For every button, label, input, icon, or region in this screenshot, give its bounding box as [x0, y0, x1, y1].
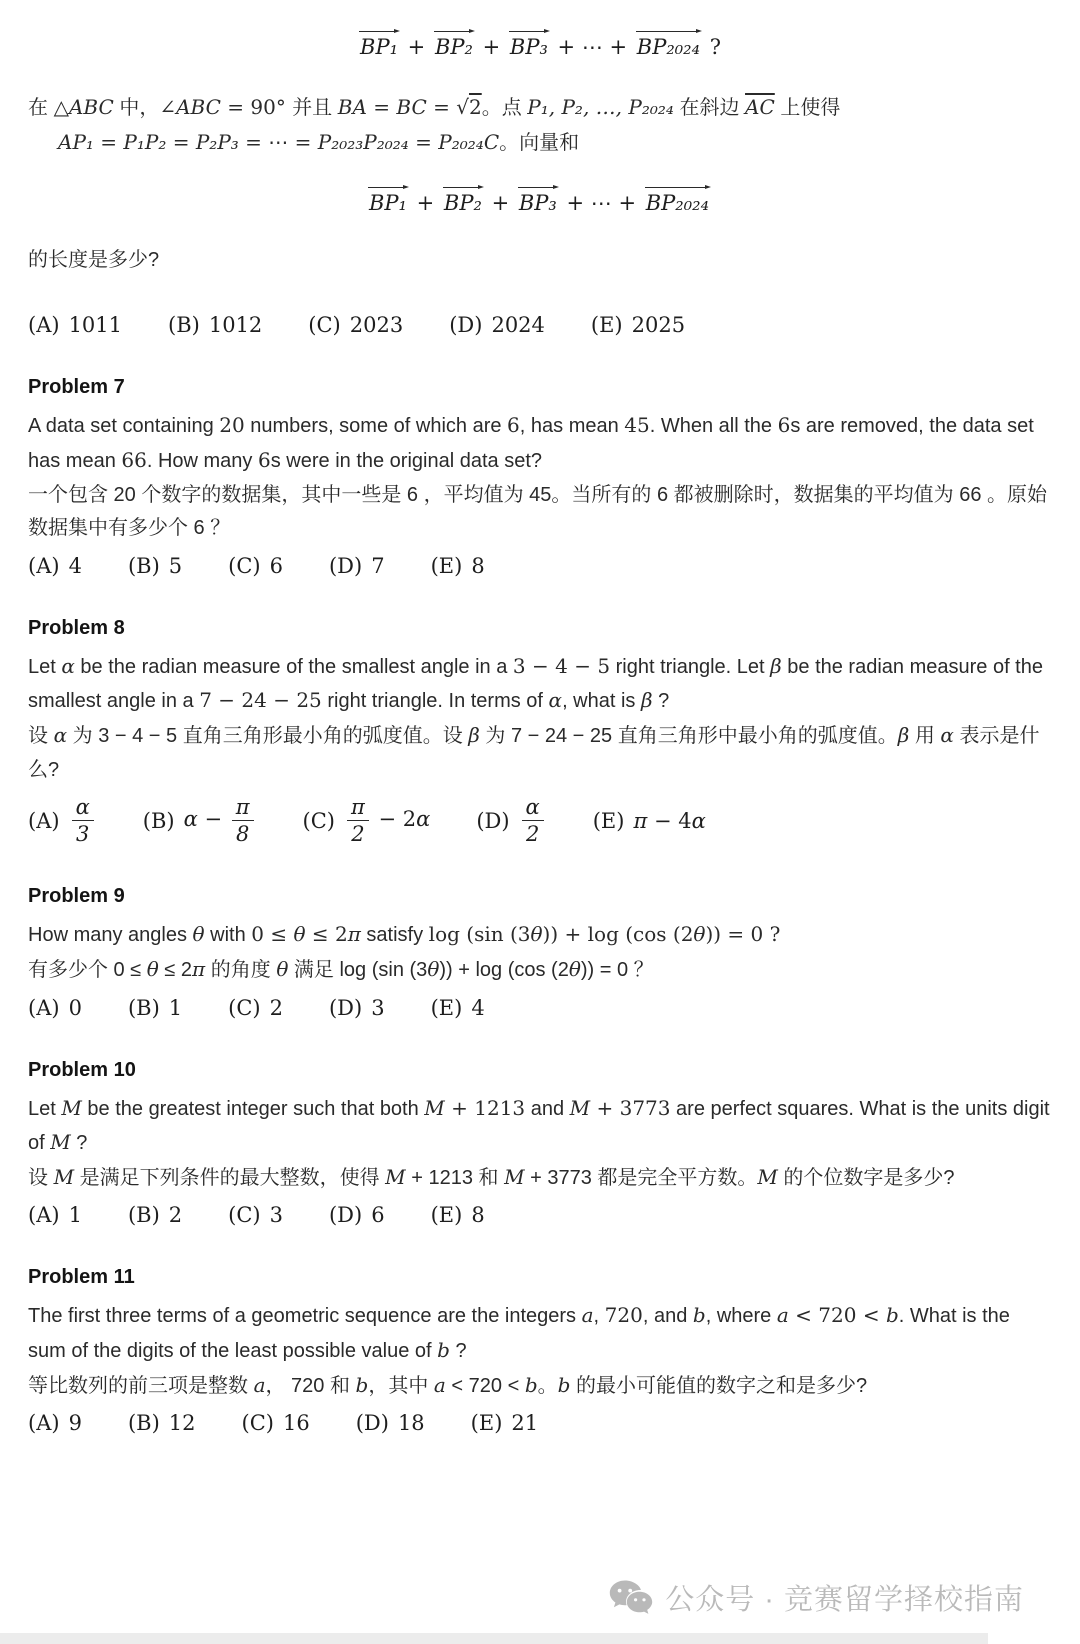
intro-question: 的长度是多少? — [28, 248, 160, 271]
fraction: $\frac{\alpha}{2}$ — [522, 795, 544, 846]
math-seg: b — [692, 1303, 706, 1328]
options-row — [28, 1411, 1050, 1435]
option-label: (A) — [28, 1203, 60, 1228]
option — [591, 313, 685, 337]
option-value — [69, 1203, 82, 1227]
math-seg: 3 — [371, 995, 385, 1020]
intro-paragraphs — [28, 91, 1050, 160]
option-value — [270, 554, 283, 578]
math-seg: P₂P₃ — [195, 129, 239, 154]
math-seg: 0 ≤ — [251, 922, 294, 947]
math-seg: b — [355, 1372, 369, 1397]
option — [303, 795, 431, 846]
option-value — [471, 1203, 484, 1227]
problem-paragraph: 等比数列的前三项是整数 a， 720 和 b，其中 a < 720 < b。b 的最小可能值的数字之和是多少? — [28, 1372, 868, 1397]
math-seg: α — [691, 808, 706, 833]
option-value — [633, 809, 705, 833]
math-seg: + — [475, 35, 507, 59]
problem-paragraphs — [28, 409, 1050, 545]
math-seg: − 2 — [371, 807, 417, 832]
math-seg: )) = 0 ? — [705, 922, 781, 947]
math-seg: θ — [568, 957, 581, 981]
option-value — [471, 996, 484, 1020]
problem-paragraph: 设 M 是满足下列条件的最大整数，使得 M + 1213 和 M + 3773 都是完全平方数。M 的个位数字是多少? — [28, 1164, 955, 1189]
math-seg: α — [53, 722, 68, 747]
math-seg: θ — [530, 922, 543, 947]
option-label: (A) — [28, 553, 60, 578]
math-seg: ≤ 2 — [305, 922, 348, 947]
problem-title: Problem 9 — [28, 885, 125, 908]
option — [128, 554, 182, 578]
option — [28, 996, 82, 1020]
option-value — [169, 554, 182, 578]
math-seg: β — [640, 688, 653, 713]
math-seg: 1 — [68, 1203, 82, 1228]
option-value — [632, 313, 685, 337]
option — [28, 1203, 82, 1227]
math-seg: 1011 — [68, 313, 123, 338]
math-seg: π — [633, 808, 648, 833]
option-label: (E) — [430, 553, 463, 578]
fraction: $\frac{\pi}{8}$ — [232, 795, 254, 846]
option — [431, 1203, 485, 1227]
fraction: $\frac{\pi}{2}$ — [347, 795, 369, 846]
math-seg: θ — [276, 957, 289, 981]
option-value — [371, 554, 384, 578]
option-value — [270, 1203, 283, 1227]
math-seg: 2 — [269, 995, 283, 1020]
math-seg: BA — [337, 95, 367, 120]
problem-paragraph: How many angles θ with 0 ≤ θ ≤ 2π satisfy log (sin (3θ)) + log (cos (2θ)) = 0 ? — [28, 922, 781, 947]
math-seg: M — [757, 1164, 778, 1189]
option-value — [371, 996, 384, 1020]
intro-paragraph: AP₁ = P₁P₂ = P₂P₃ = ⋯ = P₂₀₂₃P₂₀₂₄ = P₂₀₂₄C。向量和 — [58, 129, 580, 154]
math-seg: 8 — [471, 1203, 485, 1228]
option — [128, 1203, 182, 1227]
radical-sign: √ — [456, 95, 469, 120]
math-seg: 6 — [269, 553, 283, 578]
math-seg: ? — [703, 35, 721, 59]
math-seg: < 720 < — [788, 1303, 886, 1328]
problem-paragraphs — [28, 1092, 1050, 1196]
math-seg: θ — [693, 922, 706, 947]
problem-paragraph: A data set containing 20 numbers, some of which are 6, has mean 45. When all the 6s are removed, the data set has mean 66. How many 6s were in the original data set? — [28, 413, 1034, 472]
problem-paragraphs — [28, 1299, 1050, 1403]
intro-paragraph: 在 △ABC 中，∠ABC = 90° 并且 BA = BC = √2。点 P₁, P₂, …, P₂₀₂₄ 在斜边 $\overline{AC}$ 上使得 — [28, 95, 841, 120]
wechat-icon — [607, 1579, 653, 1617]
math-seg: b — [885, 1303, 899, 1328]
math-seg: 6 — [777, 413, 791, 438]
option-label: (A) — [28, 808, 60, 833]
math-seg: M — [50, 1130, 71, 1155]
option-value — [283, 1411, 310, 1435]
vector-term: BP₁ — [367, 186, 409, 217]
option — [449, 313, 545, 337]
math-seg: = — [408, 129, 439, 154]
option — [228, 996, 283, 1020]
option-label: (A) — [28, 313, 60, 338]
option — [228, 1203, 283, 1227]
option — [28, 1411, 82, 1435]
math-seg: + 1213 — [444, 1095, 526, 1120]
option-value — [169, 1203, 182, 1227]
math-seg: )) + log (cos (2 — [542, 922, 694, 947]
intro-options-row — [28, 313, 1050, 337]
math-seg: 21 — [511, 1411, 539, 1436]
math-seg: M — [424, 1095, 445, 1120]
problem-paragraph: 有多少个 0 ≤ θ ≤ 2π 的角度 θ 满足 log (sin (3θ)) + log (cos (2θ)) = 0 ？ — [28, 957, 654, 981]
math-seg: α — [548, 688, 563, 713]
option-label: (E) — [430, 995, 463, 1020]
option-label: (C) — [228, 1203, 261, 1228]
option-label: (E) — [430, 1203, 463, 1228]
option — [471, 1411, 538, 1435]
math-seg: = — [366, 95, 397, 120]
math-seg: 6 — [507, 413, 520, 438]
vector-term: BP₂ — [442, 186, 484, 217]
math-seg: P₂₀₂₃P₂₀₂₄ — [317, 129, 409, 154]
option-label: (A) — [28, 995, 60, 1020]
option — [128, 996, 182, 1020]
options-row — [28, 795, 1050, 846]
math-seg: β — [468, 722, 480, 747]
math-seg: 7 − 24 − 25 — [199, 688, 322, 713]
math-seg: = — [166, 129, 196, 154]
option-label: (C) — [302, 808, 335, 833]
option — [329, 996, 385, 1020]
option-value — [398, 1411, 425, 1435]
vector-term: BP₂₀₂₄ — [635, 30, 702, 61]
option-value — [350, 313, 403, 337]
option-value — [491, 313, 544, 337]
option — [329, 1203, 385, 1227]
math-seg: a — [776, 1303, 789, 1328]
math-seg: θ — [146, 957, 159, 981]
overline-term: $\overline{AC}$ — [745, 95, 775, 120]
math-seg: + ⋯ + — [550, 35, 634, 59]
option-label: (C) — [228, 553, 261, 578]
radicand: 2 — [468, 95, 482, 120]
option-value — [519, 795, 547, 846]
option-label: (B) — [142, 808, 175, 833]
option-value — [69, 1411, 82, 1435]
problem-title: Problem 11 — [28, 1266, 135, 1289]
option — [356, 1411, 425, 1435]
problem-section — [28, 1058, 1050, 1228]
problem-paragraph: Let M be the greatest integer such that both M + 1213 and M + 3773 are perfect squares. What is the units digit of M ? — [28, 1095, 1050, 1155]
math-seg: θ — [293, 922, 306, 947]
option-value — [270, 996, 283, 1020]
problems — [28, 375, 1050, 1435]
math-seg: P₁P₂ — [123, 129, 167, 154]
math-seg: 2025 — [631, 313, 686, 338]
vector-term: BP₃ — [508, 30, 550, 61]
math-seg: 5 — [168, 553, 183, 578]
math-seg: 6 — [258, 447, 271, 472]
math-seg: 2024 — [491, 313, 545, 338]
option-label: (B) — [127, 1203, 160, 1228]
problem-title: Problem 7 — [28, 376, 125, 399]
option — [28, 313, 122, 337]
option-label: (B) — [127, 553, 160, 578]
option-label: (B) — [127, 1411, 160, 1436]
problem-paragraphs — [28, 650, 1050, 787]
option-label: (D) — [328, 995, 363, 1020]
math-seg: 45 — [624, 413, 650, 438]
option-value — [169, 1411, 196, 1435]
option — [593, 809, 706, 833]
math-seg: AP₁ — [58, 129, 94, 154]
math-seg: △ABC — [53, 95, 114, 120]
math-seg: + — [409, 191, 441, 216]
fraction: $\frac{\alpha}{3}$ — [72, 795, 94, 846]
math-seg: 2023 — [349, 313, 404, 338]
problem-title: Problem 8 — [28, 616, 125, 639]
problem-paragraph: The first three terms of a geometric sequence are the integers a, 720, and b, where a < 720 < b. What is the sum of the digits of the least possible value of b ? — [28, 1303, 1010, 1362]
vector-term: BP₁ — [358, 30, 400, 61]
option-label: (E) — [590, 313, 623, 338]
problem-section — [28, 375, 1050, 577]
option-label: (C) — [241, 1411, 274, 1436]
option — [128, 1411, 196, 1435]
footer — [607, 1577, 1024, 1618]
problem-section — [28, 616, 1050, 847]
math-seg: α — [183, 807, 198, 832]
option-label: (D) — [476, 808, 510, 833]
option-value — [344, 795, 430, 846]
option-label: (A) — [28, 1411, 60, 1436]
math-seg: M — [569, 1095, 591, 1120]
math-seg: = 90° — [220, 95, 293, 120]
option — [228, 554, 283, 578]
vector-term: BP₂ — [433, 30, 475, 61]
math-seg: π — [192, 957, 206, 981]
problem-paragraphs — [28, 918, 1050, 987]
math-seg: = — [426, 95, 457, 120]
option-label: (D) — [449, 313, 483, 338]
option-value — [69, 554, 82, 578]
math-seg: ∠ABC — [159, 95, 221, 120]
math-seg: α — [61, 653, 75, 678]
math-seg: 18 — [397, 1411, 425, 1436]
options-row — [28, 996, 1050, 1020]
option-label: (B) — [168, 313, 200, 338]
bottom-bar — [0, 1633, 988, 1644]
math-seg: + — [484, 191, 516, 216]
math-seg: 8 — [471, 553, 485, 578]
option — [242, 1411, 310, 1435]
option-value — [69, 996, 82, 1020]
option-label: (B) — [127, 995, 160, 1020]
option — [28, 554, 82, 578]
option — [308, 313, 403, 337]
problem-paragraph: Let α be the radian measure of the smallest angle in a 3 − 4 − 5 right triangle. Let β be the radian measure of the smallest angle in a 7 − 24 − 25 right triangle. In terms of α, what is β ? — [28, 653, 1043, 713]
math-seg: θ — [427, 957, 440, 981]
math-seg: 0 — [68, 995, 82, 1020]
problem-paragraph: 一个包含 20 个数字的数据集，其中一些是 6 ，平均值为 45。当所有的 6 都被删除时，数据集的平均值为 66 。原始数据集中有多少个 6 ？ — [28, 483, 1047, 540]
math-seg: P₁, P₂, …, P₂₀₂₄ — [527, 95, 674, 120]
math-seg: P₂₀₂₄C — [438, 129, 500, 154]
math-seg: 6 — [371, 1203, 385, 1228]
math-seg: 3 — [269, 1203, 283, 1228]
option — [28, 795, 97, 846]
intro-formula-top — [28, 30, 1050, 61]
option — [329, 554, 385, 578]
option-label: (D) — [355, 1411, 389, 1436]
option-label: (C) — [308, 313, 341, 338]
math-seg: a — [581, 1303, 594, 1328]
math-seg: M — [53, 1164, 75, 1189]
option-label: (D) — [328, 553, 363, 578]
problem-section — [28, 884, 1050, 1019]
option — [143, 795, 257, 846]
option-label: (D) — [328, 1203, 363, 1228]
math-seg: 1012 — [208, 313, 263, 338]
math-seg: + — [401, 35, 432, 59]
math-seg: M — [61, 1095, 82, 1120]
footer-label: 公众号 · 竞赛留学择校指南 — [665, 1584, 1024, 1616]
math-seg: 4 — [68, 553, 82, 578]
option-value — [69, 313, 122, 337]
math-seg: b — [524, 1372, 538, 1397]
math-seg: a — [253, 1372, 266, 1397]
math-seg: 3 − 4 − 5 — [512, 653, 611, 678]
math-seg: 1 — [168, 995, 183, 1020]
math-seg: − 4 — [647, 808, 692, 833]
options-row — [28, 554, 1050, 578]
option-value — [209, 313, 262, 337]
option-label: (E) — [470, 1411, 503, 1436]
option — [168, 313, 262, 337]
math-seg: b — [437, 1337, 450, 1362]
vector-term: BP₂₀₂₄ — [644, 186, 711, 217]
math-seg: + 3773 — [590, 1095, 671, 1120]
math-seg: α — [416, 807, 431, 832]
math-seg: α — [940, 722, 954, 747]
math-seg: BC — [396, 95, 427, 120]
math-seg: π — [347, 922, 361, 947]
vector-term: BP₃ — [517, 186, 559, 217]
problem-paragraph: 设 α 为 3 − 4 − 5 直角三角形最小角的弧度值。设 β 为 7 − 24 − 25 直角三角形中最小角的弧度值。β 用 α 表示是什么? — [28, 722, 1040, 781]
math-seg: 66 — [121, 447, 147, 472]
option-value — [69, 795, 97, 846]
math-seg: + ⋯ + — [559, 191, 643, 216]
math-seg: 20 — [219, 413, 245, 438]
math-seg: − — [197, 807, 229, 832]
math-seg: M — [385, 1164, 406, 1189]
math-seg: 7 — [371, 553, 385, 578]
option-label: (E) — [592, 808, 625, 833]
option — [431, 996, 485, 1020]
math-seg: 720 — [604, 1303, 643, 1328]
math-seg: a — [433, 1372, 446, 1397]
math-seg: M — [504, 1164, 525, 1189]
math-seg: β — [897, 722, 910, 747]
math-seg: 9 — [68, 1411, 82, 1436]
math-seg: 16 — [282, 1411, 310, 1436]
math-seg: 12 — [168, 1411, 196, 1436]
option-value — [169, 996, 182, 1020]
math-seg: θ — [192, 922, 205, 947]
math-seg: log (sin (3 — [428, 922, 531, 947]
option-value — [511, 1411, 538, 1435]
option-value — [184, 795, 257, 846]
math-seg: = — [93, 129, 124, 154]
options-row — [28, 1203, 1050, 1227]
intro-formula-mid — [28, 186, 1050, 217]
option-label: (C) — [228, 995, 261, 1020]
option — [476, 795, 546, 846]
option — [431, 554, 485, 578]
math-seg: = ⋯ = — [238, 129, 318, 154]
problem-title: Problem 10 — [28, 1058, 136, 1081]
math-seg: 2 — [168, 1203, 183, 1228]
problem-section — [28, 1265, 1050, 1435]
option-value — [471, 554, 484, 578]
math-seg: b — [557, 1372, 571, 1397]
math-seg: 4 — [471, 995, 485, 1020]
option-value — [371, 1203, 384, 1227]
math-seg: β — [770, 653, 782, 678]
